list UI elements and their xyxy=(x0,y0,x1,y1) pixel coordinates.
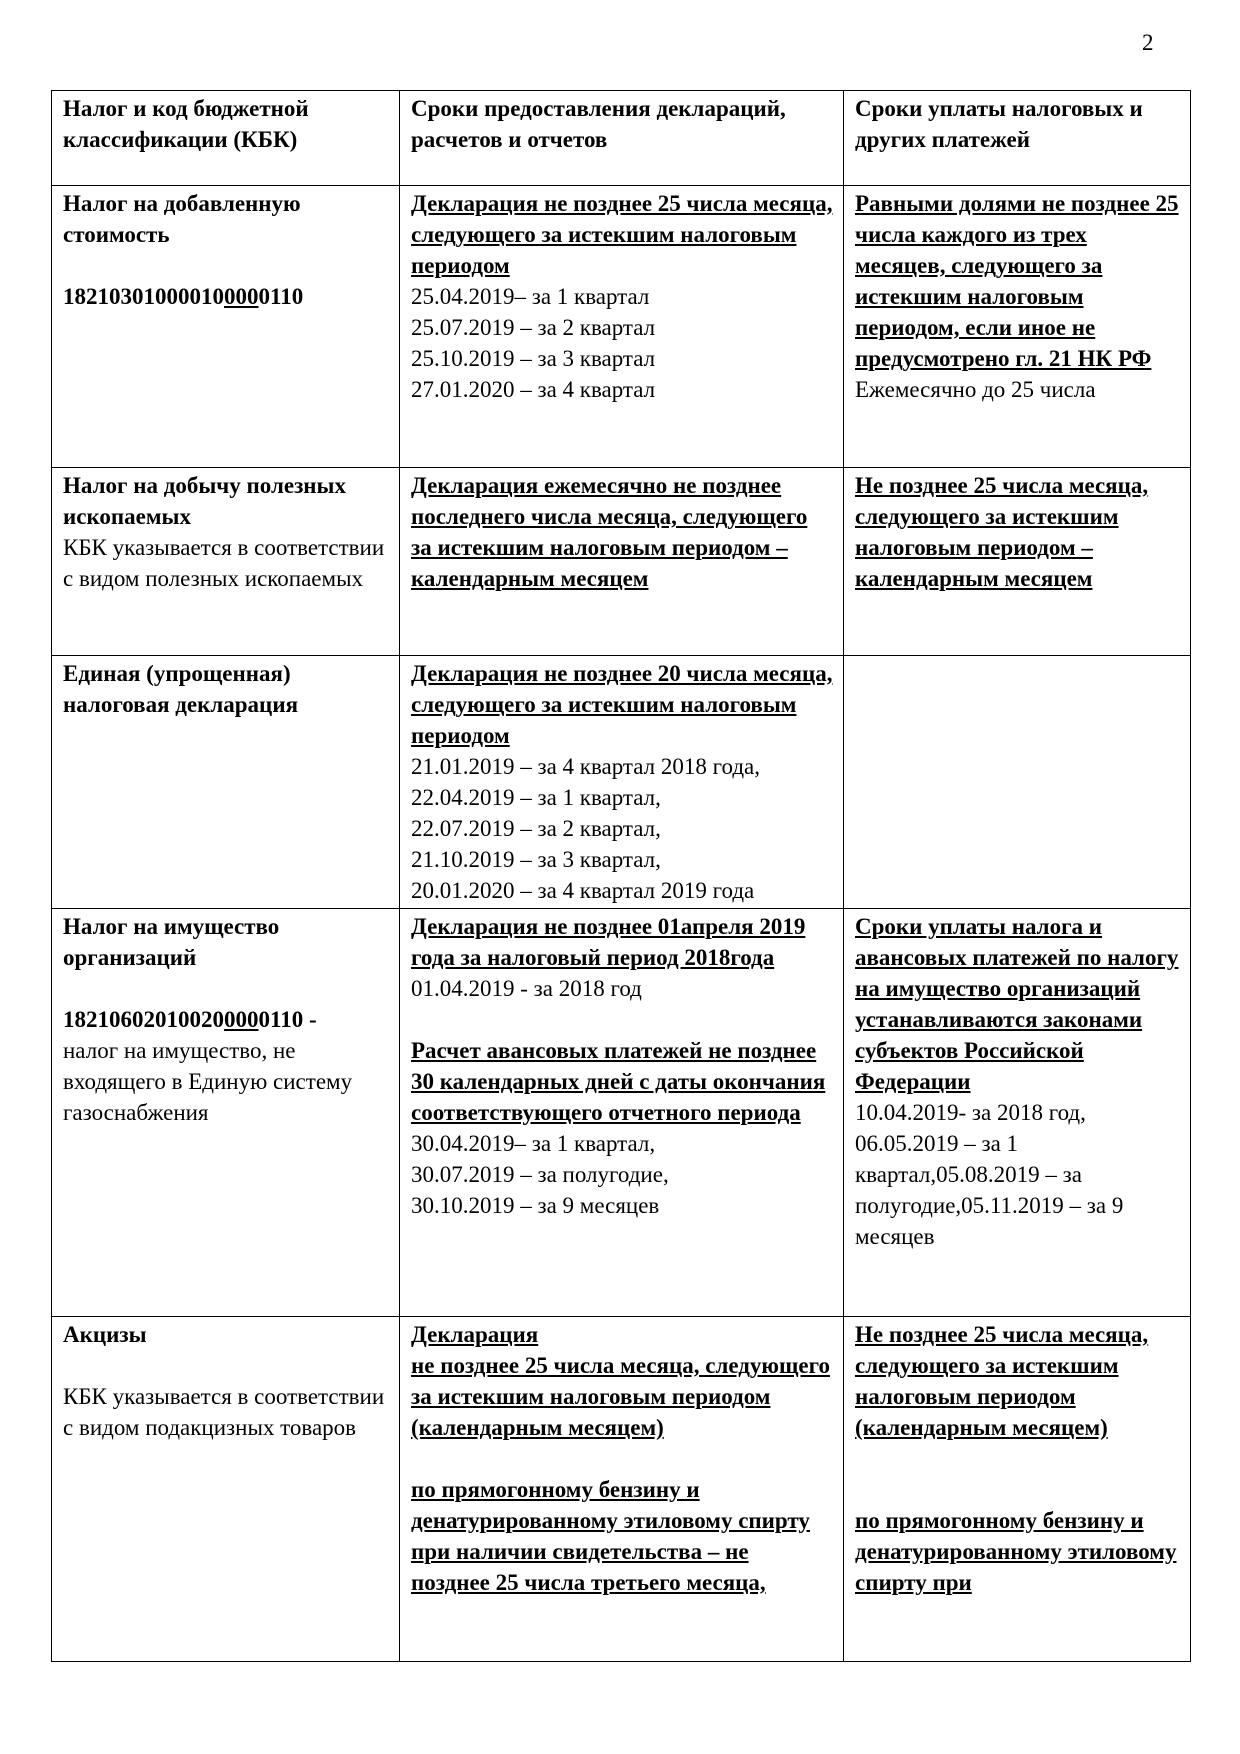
date-line: 25.07.2019 – за 2 квартал xyxy=(411,315,656,340)
payment-deadline-cell xyxy=(844,1317,1191,1662)
date-line: 20.01.2020 – за 4 квартал 2019 года xyxy=(411,878,755,903)
gasoline-rule: по прямогонному бензину и денатурированному этиловому спирту при наличии свидетельства – не позднее 25 числа третьего месяца, xyxy=(411,1477,810,1595)
table-row xyxy=(52,656,1191,909)
kbk-note: налог на имущество, не входящего в Единую систему газоснабжения xyxy=(63,1038,353,1125)
payment-note: Ежемесячно до 25 числа xyxy=(855,377,1096,402)
kbk-note: КБК указывается в соответствии с видом подакцизных товаров xyxy=(63,1384,385,1440)
report-deadline-cell xyxy=(400,909,844,1317)
header-report-deadlines: Сроки предоставления деклараций, расчетов и отчетов xyxy=(400,91,844,186)
table-row xyxy=(52,186,1191,468)
header-tax-and-kbk: Налог и код бюджетной классификации (КБК) xyxy=(52,91,400,186)
date-line: 27.01.2020 – за 4 квартал xyxy=(411,377,656,402)
report-deadline-cell xyxy=(400,1317,844,1662)
report-deadline-cell xyxy=(400,468,844,656)
table-row xyxy=(52,909,1191,1317)
tax-title: Акцизы xyxy=(63,1322,147,1347)
date-line: 30.04.2019– за 1 квартал, xyxy=(411,1131,656,1156)
table-row xyxy=(52,1317,1191,1662)
tax-title: Налог на добычу полезных ископаемых xyxy=(63,473,347,529)
kbk-code: 182103010000100000110 xyxy=(63,284,304,309)
date-line: 21.01.2019 – за 4 квартал 2018 года, xyxy=(411,754,761,779)
report-rule: не позднее 25 числа месяца, следующего за истекшим налоговым периодом (календарным месяцем) xyxy=(411,1353,830,1440)
tax-name-cell xyxy=(52,656,400,909)
table-row xyxy=(52,468,1191,656)
tax-deadlines-table xyxy=(51,90,1191,1662)
report-rule: Декларация не позднее 01апреля 2019 года за налоговый период 2018года xyxy=(411,914,806,970)
payment-note: 10.04.2019- за 2018 год, 06.05.2019 – за 1 квартал,05.08.2019 – за полугодие,05.11.2019 – за 9 месяцев xyxy=(855,1100,1124,1249)
tax-title: Налог на добавленную стоимость xyxy=(63,191,301,247)
report-rule: Декларация xyxy=(411,1322,539,1347)
report-rule: Декларация ежемесячно не позднее последнего числа месяца, следующего за истекшим налоговым периодом – календарным месяцем xyxy=(411,473,808,591)
payment-rule: Не позднее 25 числа месяца, следующего за истекшим налоговым периодом – календарным месяцем xyxy=(855,473,1149,591)
date-line: 21.10.2019 – за 3 квартал, xyxy=(411,847,661,872)
tax-name-cell xyxy=(52,468,400,656)
advance-rule: Расчет авансовых платежей не позднее 30 календарных дней с даты окончания соответствующего отчетного периода xyxy=(411,1038,826,1125)
payment-rule: Не позднее 25 числа месяца, следующего за истекшим налоговым периодом (календарным месяцем) xyxy=(855,1322,1149,1440)
payment-rule: Равными долями не позднее 25 числа каждого из трех месяцев, следующего за истекшим налоговым периодом, если иное не предусмотрено гл. 21 НК РФ xyxy=(855,191,1179,371)
payment-deadline-cell xyxy=(844,909,1191,1317)
report-deadline-cell xyxy=(400,656,844,909)
payment-rule: Сроки уплаты налога и авансовых платежей по налогу на имущество организаций устанавливаются законами субъектов Российской Федерации xyxy=(855,914,1179,1094)
payment-deadline-cell xyxy=(844,656,1191,909)
date-line: 22.04.2019 – за 1 квартал, xyxy=(411,785,661,810)
header-payment-deadlines: Сроки уплаты налоговых и других платежей xyxy=(844,91,1191,186)
kbk-note: КБК указывается в соответствии с видом полезных ископаемых xyxy=(63,535,385,591)
date-line: 25.10.2019 – за 3 квартал xyxy=(411,346,656,371)
payment-deadline-cell xyxy=(844,468,1191,656)
date-line: 22.07.2019 – за 2 квартал, xyxy=(411,816,661,841)
table-header-row xyxy=(52,91,1191,186)
date-line: 01.04.2019 - за 2018 год xyxy=(411,976,642,1001)
kbk-code: 182106020100200000110 - xyxy=(63,1007,317,1032)
report-rule: Декларация не позднее 20 числа месяца, следующего за истекшим налоговым периодом xyxy=(411,661,833,748)
tax-title: Налог на имущество организаций xyxy=(63,914,280,970)
tax-name-cell xyxy=(52,909,400,1317)
tax-title: Единая (упрощенная) налоговая декларация xyxy=(63,661,299,717)
report-deadline-cell xyxy=(400,186,844,468)
payment-deadline-cell xyxy=(844,186,1191,468)
date-line: 25.04.2019– за 1 квартал xyxy=(411,284,650,309)
page-number: 2 xyxy=(1142,30,1154,55)
tax-name-cell xyxy=(52,186,400,468)
gasoline-rule: по прямогонному бензину и денатурированному этиловому спирту при xyxy=(855,1508,1177,1595)
date-line: 30.10.2019 – за 9 месяцев xyxy=(411,1193,660,1218)
date-line: 30.07.2019 – за полугодие, xyxy=(411,1162,669,1187)
report-rule: Декларация не позднее 25 числа месяца, следующего за истекшим налоговым периодом xyxy=(411,191,833,278)
tax-name-cell xyxy=(52,1317,400,1662)
